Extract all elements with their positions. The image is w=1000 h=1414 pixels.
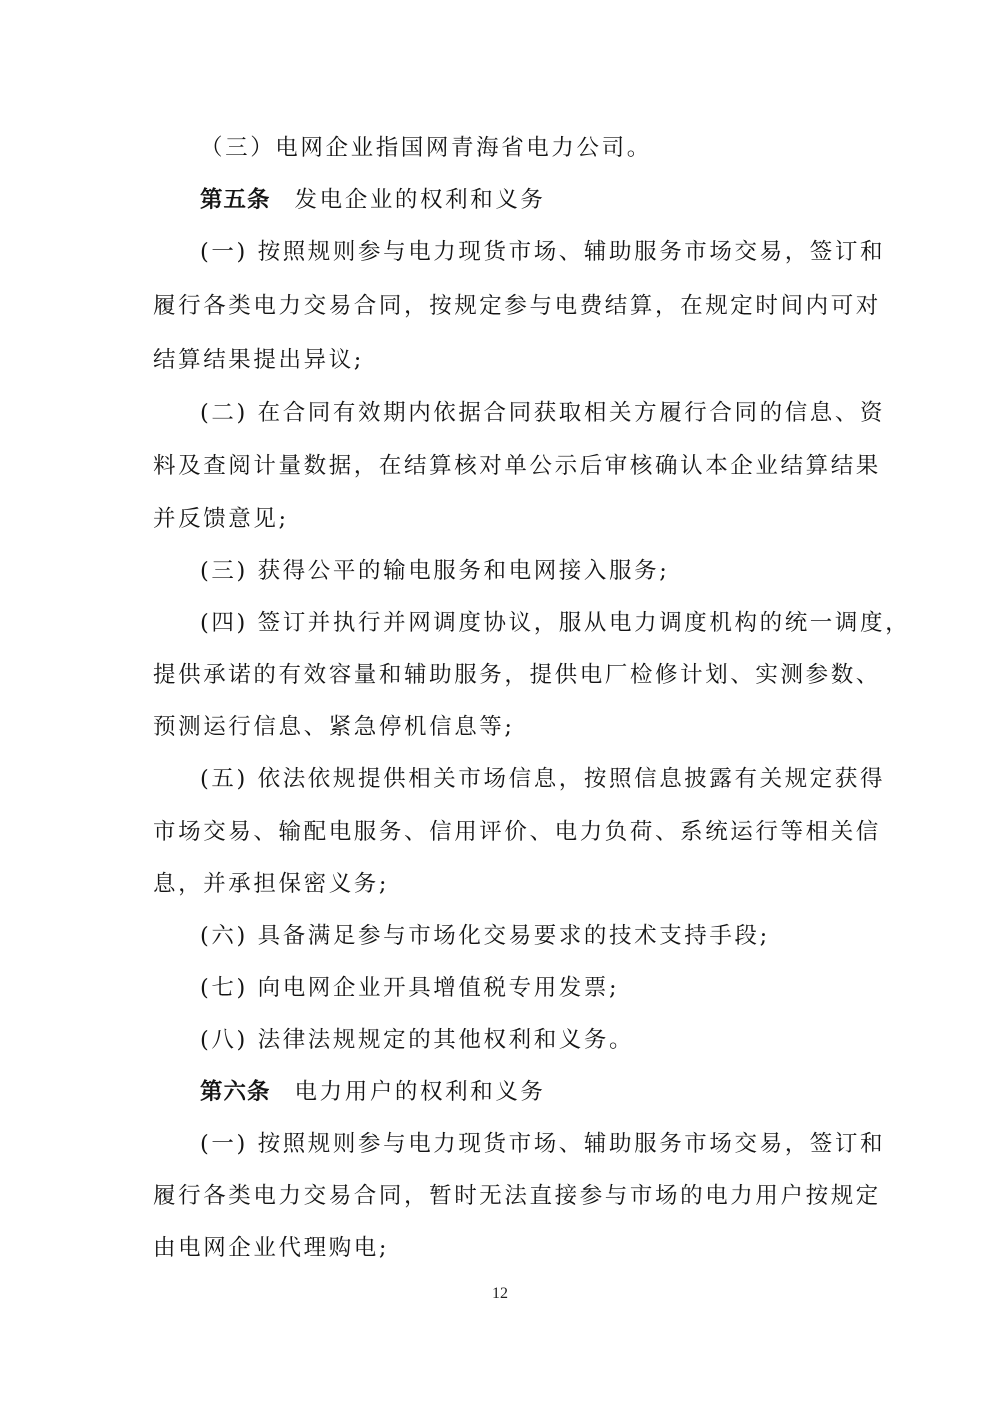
paragraph-line: (三) 获得公平的输电服务和电网接入服务;	[200, 558, 670, 584]
page-number: 12	[492, 1285, 508, 1302]
paragraph-line: （三）电网企业指国网青海省电力公司。	[200, 135, 652, 161]
paragraph-line: (五) 依法依规提供相关市场信息，按照信息披露有关规定获得	[200, 766, 886, 792]
paragraph-line: 履行各类电力交易合同，按规定参与电费结算，在规定时间内可对	[153, 293, 881, 319]
paragraph-line: (一) 按照规则参与电力现货市场、辅助服务市场交易，签订和	[200, 239, 886, 265]
article-number: 第五条	[200, 187, 271, 213]
paragraph-line: 市场交易、输配电服务、信用评价、电力负荷、系统运行等相关信	[153, 819, 881, 845]
paragraph-line: (二) 在合同有效期内依据合同获取相关方履行合同的信息、资	[200, 400, 886, 426]
paragraph-line: 息，并承担保密义务;	[153, 871, 390, 897]
paragraph-line: 并反馈意见;	[153, 506, 289, 532]
article-heading	[200, 1072, 1000, 1112]
paragraph-line: (八) 法律法规规定的其他权利和义务。	[200, 1027, 635, 1053]
paragraph-line: 预测运行信息、紧急停机信息等;	[153, 714, 515, 740]
paragraph-line: (一) 按照规则参与电力现货市场、辅助服务市场交易，签订和	[200, 1131, 886, 1157]
article-title: 电力用户的权利和义务	[294, 1079, 546, 1105]
article-title: 发电企业的权利和义务	[294, 187, 546, 213]
paragraph-line: (四) 签订并执行并网调度协议，服从电力调度机构的统一调度，	[200, 610, 911, 636]
paragraph-line: 提供承诺的有效容量和辅助服务，提供电厂检修计划、实测参数、	[153, 662, 881, 688]
paragraph-line: 由电网企业代理购电;	[153, 1235, 390, 1261]
article-number: 第六条	[200, 1079, 271, 1105]
paragraph-line: 结算结果提出异议;	[153, 347, 364, 373]
paragraph-line: 料及查阅计量数据，在结算核对单公示后审核确认本企业结算结果	[153, 453, 881, 479]
paragraph-line: (六) 具备满足参与市场化交易要求的技术支持手段;	[200, 923, 770, 949]
paragraph-line: 履行各类电力交易合同，暂时无法直接参与市场的电力用户按规定	[153, 1183, 881, 1209]
paragraph-line: (七) 向电网企业开具增值税专用发票;	[200, 975, 620, 1001]
article-heading	[200, 180, 1000, 220]
